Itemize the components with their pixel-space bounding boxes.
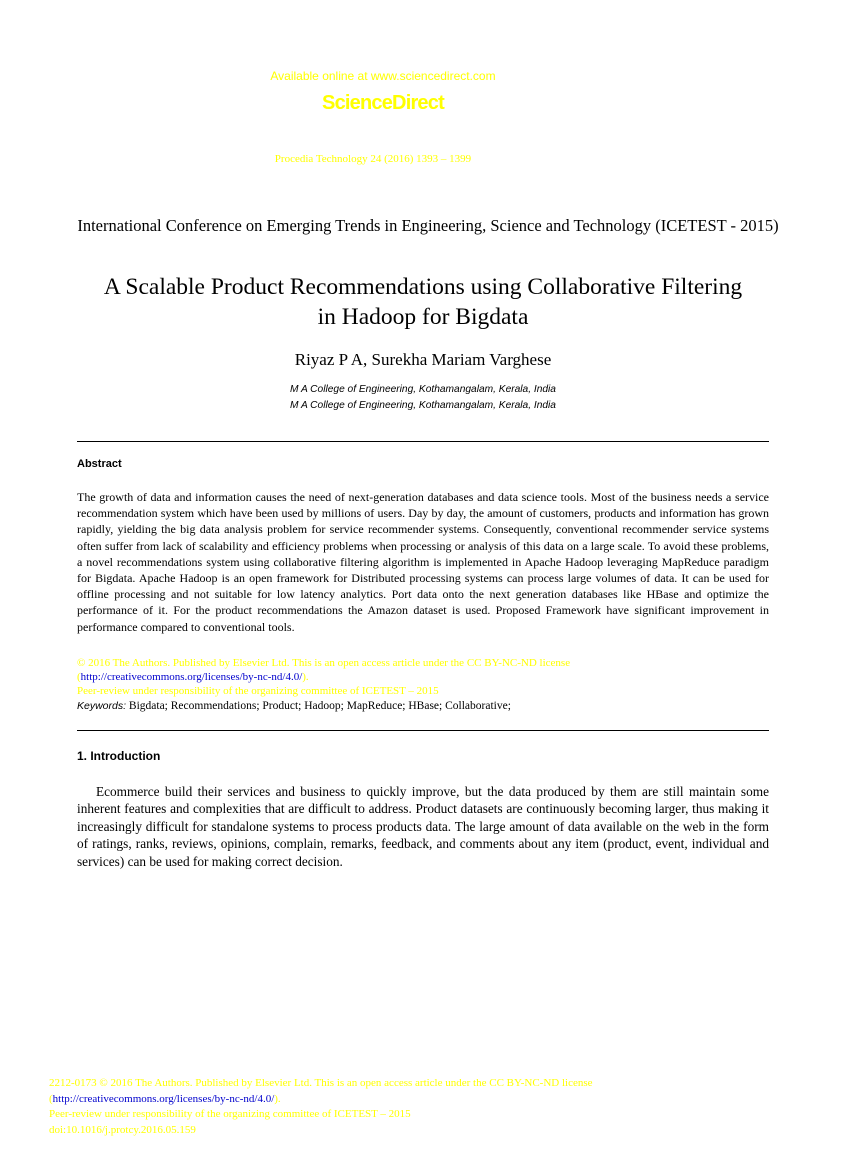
introduction-heading: 1. Introduction — [77, 749, 161, 763]
affiliation-1: M A College of Engineering, Kothamangalam, Kerala, India — [290, 384, 556, 395]
abstract-text: The growth of data and information causes the need of next-generation databases and data science tools. Most of the business needs a service recommendation system which have been used by millions of users. Day by day, the amount of customers, products and information has grown rapidly, yielding the big data analysis problem for service recommender systems. Consequently, conventional recommender service systems often suffer from lack of scalability and efficiency problems when processing or analysis of this data on a large scale. To avoid these problems, a novel recommendations system using collaborative filtering algorithm is implemented in Apache Hadoop leveraging MapReduce paradigm for Bigdata. Apache Hadoop is an open framework for Distributed processing systems can process large volumes of data. It can be used for offline processing and not suitable for low latency analytics. Port data onto the next generation databases like HBase and optimize the performance of it. For the product recommendations the Amazon dataset is used. Proposed Framework have significant improvement in performance compared to conventional tools. — [77, 490, 769, 634]
keywords-line — [77, 700, 769, 712]
affiliation-2: M A College of Engineering, Kothamangalam, Kerala, India — [290, 400, 556, 411]
footer-url-line: (http://creativecommons.org/licenses/by-nc-nd/4.0/). — [49, 1092, 281, 1105]
bottom-divider — [77, 730, 769, 731]
license-url-line: (http://creativecommons.org/licenses/by-nc-nd/4.0/). — [77, 671, 309, 683]
abstract-heading: Abstract — [77, 458, 122, 470]
license-link[interactable]: http://creativecommons.org/licenses/by-nc-nd/4.0/ — [80, 671, 303, 683]
license-statement: © 2016 The Authors. Published by Elsevier Ltd. This is an open access article under the CC BY-NC-ND license — [77, 657, 571, 669]
sciencedirect-logo: ScienceDirect — [322, 92, 444, 114]
title-line-2: in Hadoop for Bigdata — [317, 304, 529, 330]
footer-issn: 2212-0173 © 2016 The Authors. Published by Elsevier Ltd. This is an open access article under the CC BY-NC-ND license — [49, 1077, 593, 1089]
peer-review-statement: Peer-review under responsibility of the organizing committee of ICETEST – 2015 — [77, 685, 439, 697]
footer-license-link[interactable]: http://creativecommons.org/licenses/by-nc-nd/4.0/ — [52, 1092, 275, 1105]
footer-doi[interactable]: doi:10.1016/j.protcy.2016.05.159 — [49, 1123, 196, 1136]
footer-block — [49, 1076, 769, 1138]
paper-title — [60, 272, 786, 332]
top-divider — [77, 441, 769, 442]
keywords-list: Bigdata; Recommendations; Product; Hadoop; MapReduce; HBase; Collaborative; — [128, 700, 511, 712]
available-online-text: Available online at www.sciencedirect.com — [270, 69, 496, 83]
title-line-1: A Scalable Product Recommendations using Collaborative Filtering — [103, 274, 743, 300]
keywords-label: Keywords: — [77, 700, 127, 712]
conference-name: International Conference on Emerging Trends in Engineering, Science and Technology (ICETEST - 2015) — [77, 216, 779, 235]
affiliations — [0, 382, 846, 414]
abstract-license-block — [77, 656, 769, 698]
author-list: Riyaz P A, Surekha Mariam Varghese — [294, 350, 552, 369]
footer-peer-review: Peer-review under responsibility of the organizing committee of ICETEST – 2015 — [49, 1108, 411, 1120]
introduction-text: Ecommerce build their services and business to quickly improve, but the data produced by them are still maintain some inherent features and complexities that are difficult to address. Product datasets are continuously becoming larger, thus making it increasingly difficult for standalone systems to process products data. The large amount of data available on the web in the form of ratings, ranks, reviews, opinions, complain, remarks, feedback, and comments about any item (product, event, individual and services) can be used for making correct decision. — [77, 784, 769, 869]
journal-reference: Procedia Technology 24 (2016) 1393 – 1399 — [274, 153, 472, 165]
